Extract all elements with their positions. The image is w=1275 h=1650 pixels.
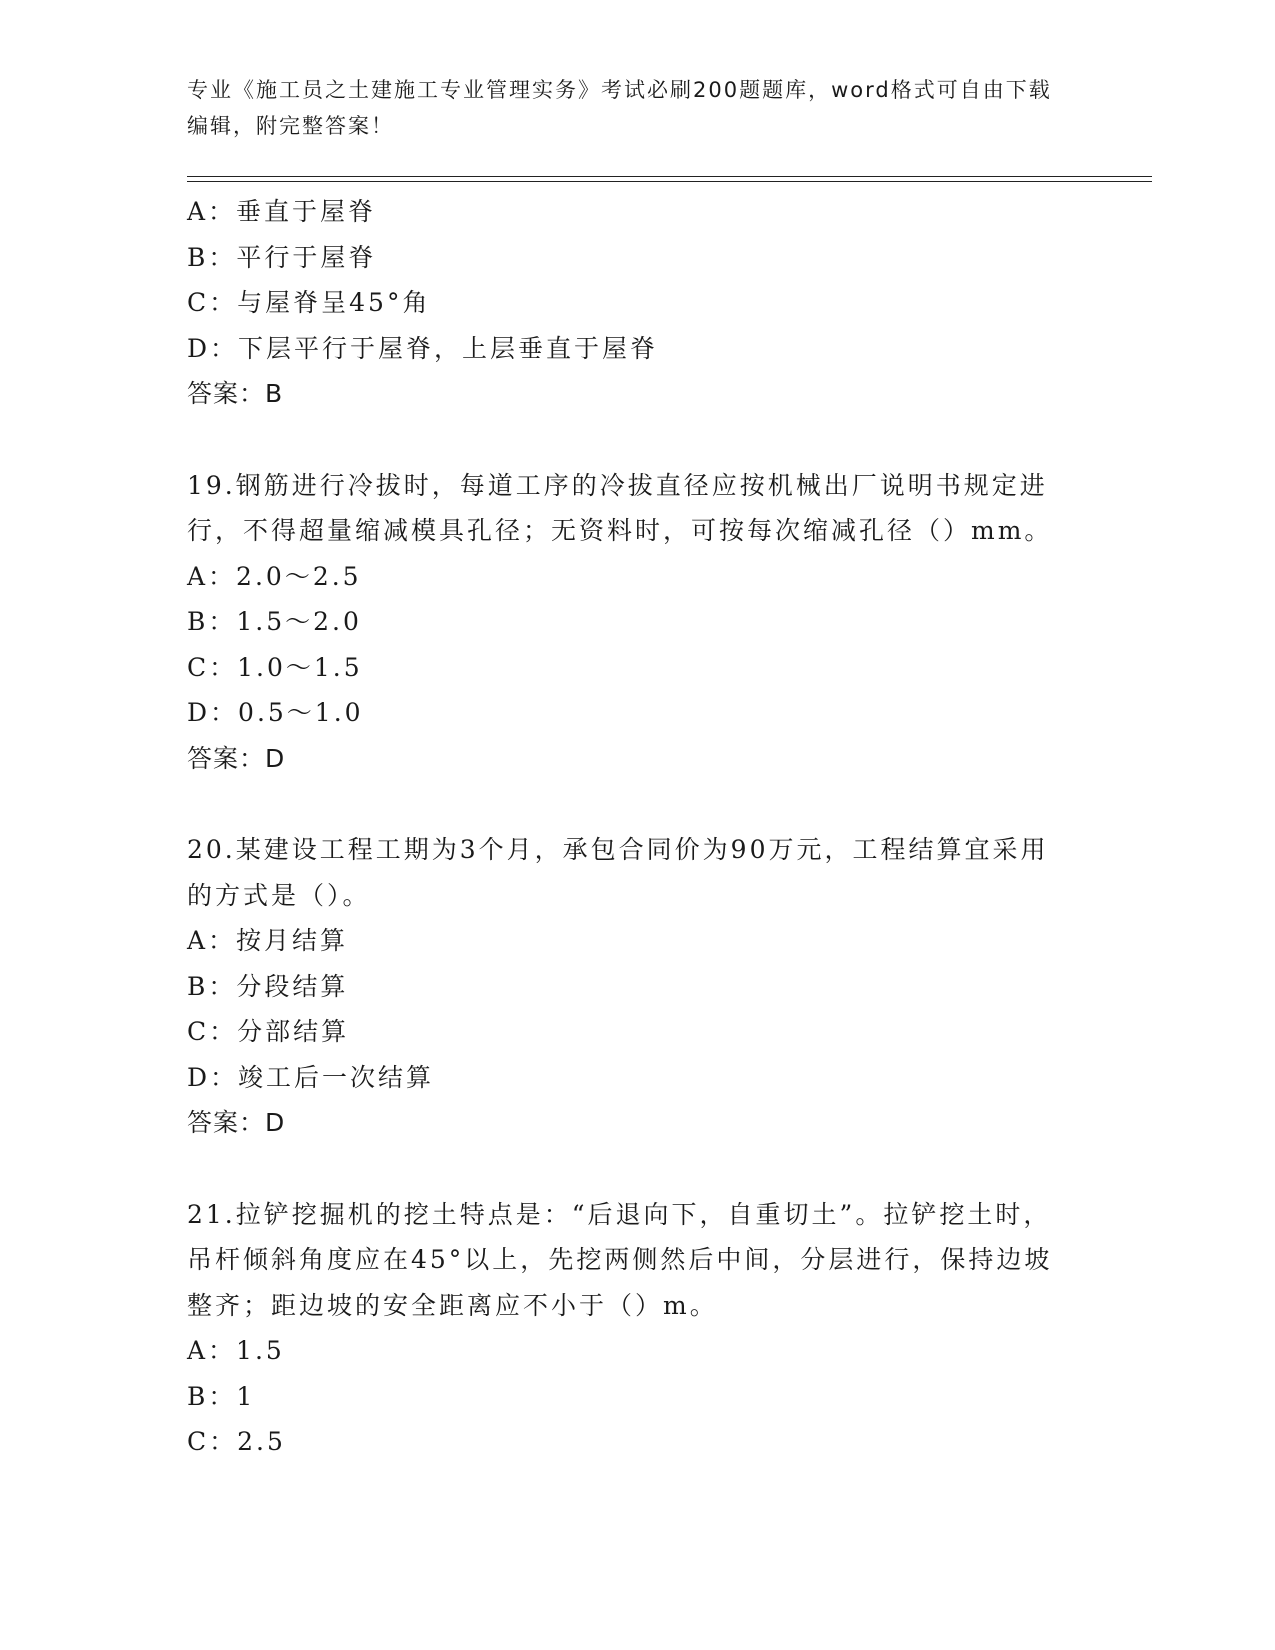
question-content (187, 189, 1087, 1465)
spacer (187, 781, 1087, 827)
option-a: A：2.0～2.5 (187, 561, 362, 591)
option-a: A：1.5 (187, 1336, 285, 1365)
spacer (187, 1146, 1087, 1192)
question-text: 19.钢筋进行冷拔时，每道工序的冷拔直径应按机械出厂说明书规定进行，不得超量缩减模具孔径；无资料时，可按每次缩减孔径（）mm。 (187, 470, 1053, 545)
question-text: 21.拉铲挖掘机的挖土特点是：“后退向下，自重切土”。拉铲挖土时，吊杆倾斜角度应在45°以上，先挖两侧然后中间，分层进行，保持边坡整齐；距边坡的安全距离应不小于（）m。 (187, 1199, 1053, 1320)
header-divider-top (187, 176, 1152, 177)
option-b: B：1.5～2.0 (187, 607, 362, 636)
option-d: D：0.5～1.0 (187, 698, 364, 727)
answer-line: 答案：B (187, 379, 284, 408)
answer-line: 答案：D (187, 743, 286, 773)
spacer (187, 417, 1087, 463)
option-a: A：按月结算 (187, 926, 349, 955)
question-20 (187, 827, 1087, 1146)
header-divider-bottom (187, 181, 1152, 182)
question-21 (187, 1192, 1087, 1465)
question-text: 20.某建设工程工期为3个月，承包合同价为90万元，工程结算宜采用的方式是（）。 (187, 835, 1049, 910)
question-19 (187, 463, 1087, 782)
option-d: D：下层平行于屋脊，上层垂直于屋脊 (187, 333, 659, 363)
option-c: C：1.0～1.5 (187, 652, 363, 682)
option-b: B：1 (187, 1381, 256, 1411)
question-18-continued (187, 189, 1087, 417)
document-header: 专业《施工员之土建施工专业管理实务》考试必刷200题题库，word格式可自由下载编辑，附完整答案！ (187, 78, 1052, 138)
option-c: C：分部结算 (187, 1017, 350, 1046)
option-d: D：竣工后一次结算 (187, 1062, 435, 1092)
option-a: A：垂直于屋脊 (187, 197, 377, 226)
answer-line: 答案：D (187, 1108, 286, 1137)
option-c: C：与屋脊呈45°角 (187, 288, 431, 317)
option-c: C：2.5 (187, 1427, 286, 1456)
option-b: B：分段结算 (187, 971, 349, 1001)
option-b: B：平行于屋脊 (187, 242, 377, 272)
